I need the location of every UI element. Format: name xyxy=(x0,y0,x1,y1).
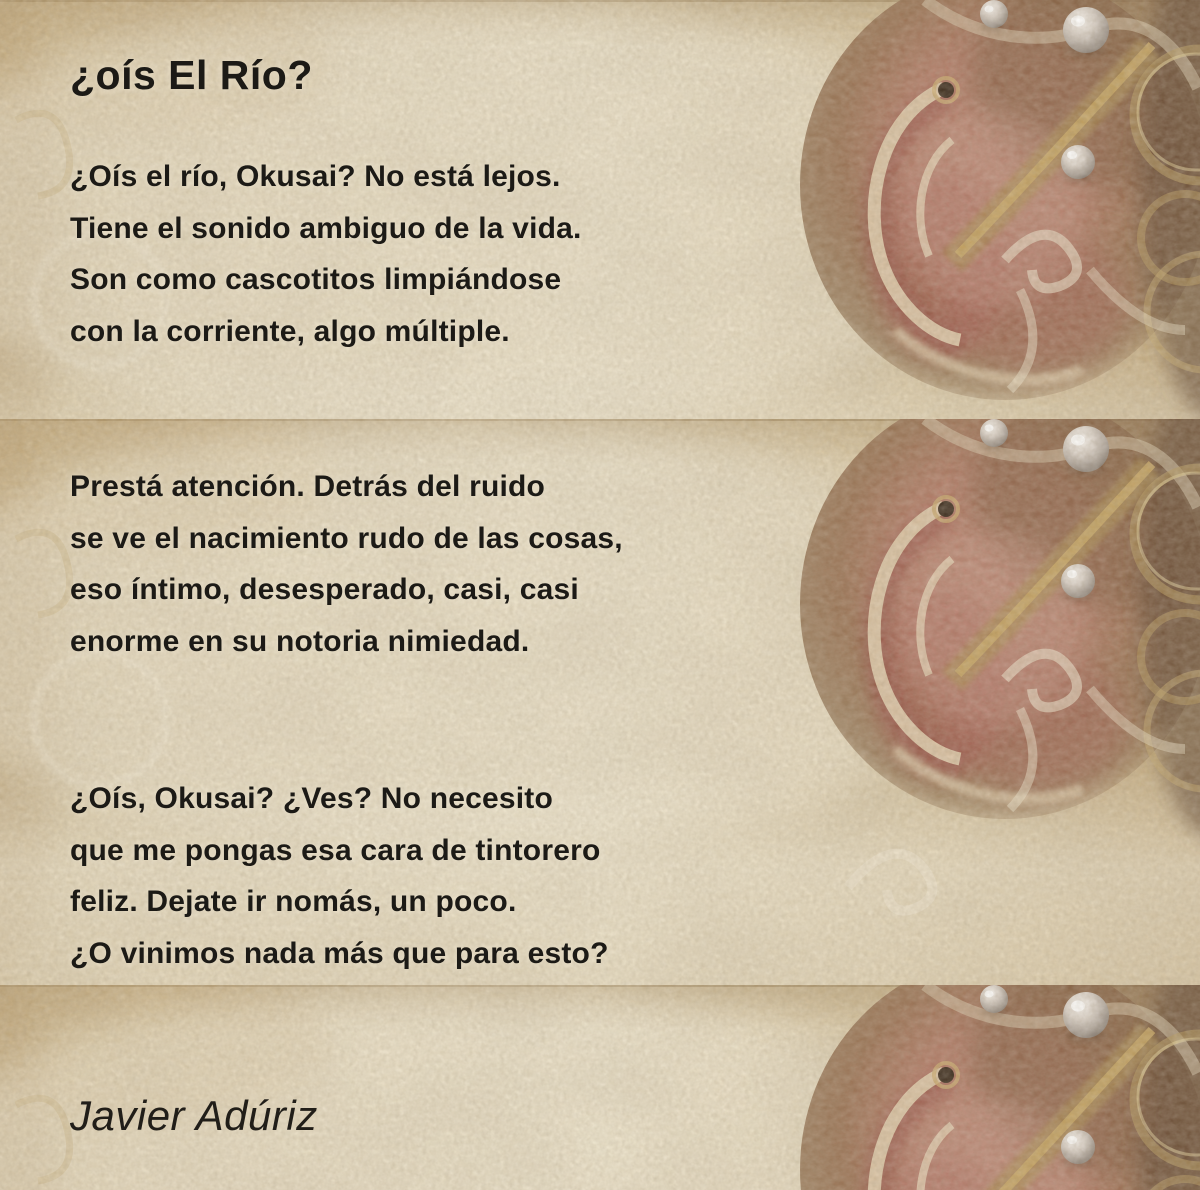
poem-line: ¿O vinimos nada más que para esto? xyxy=(70,936,609,970)
poem-line: ¿Oís el río, Okusai? No está lejos. xyxy=(70,160,561,193)
poem-line: Tiene el sonido ambiguo de la vida. xyxy=(70,211,582,245)
stanza-1 xyxy=(70,151,582,357)
stanza-3 xyxy=(70,773,609,979)
poem-line: se ve el nacimiento rudo de las cosas, xyxy=(70,521,623,555)
poem-line: Prestá atención. Detrás del ruido xyxy=(70,470,546,503)
poem-line: feliz. Dejate ir nomás, un poco. xyxy=(70,885,517,918)
poem-line: con la corriente, algo múltiple. xyxy=(70,314,510,348)
stanza-2 xyxy=(70,461,623,667)
poem-author: Javier Adúriz xyxy=(70,1092,318,1139)
poem-line: enorme en su notoria nimiedad. xyxy=(70,624,530,658)
poem-line: eso íntimo, desesperado, casi, casi xyxy=(70,573,579,606)
poem-line: ¿Oís, Okusai? ¿Ves? No necesito xyxy=(70,782,554,815)
poem-title: ¿oís El Río? xyxy=(70,52,313,98)
poem-line: que me pongas esa cara de tintorero xyxy=(70,833,601,867)
poem-line: Son como cascotitos limpiándose xyxy=(70,263,562,296)
